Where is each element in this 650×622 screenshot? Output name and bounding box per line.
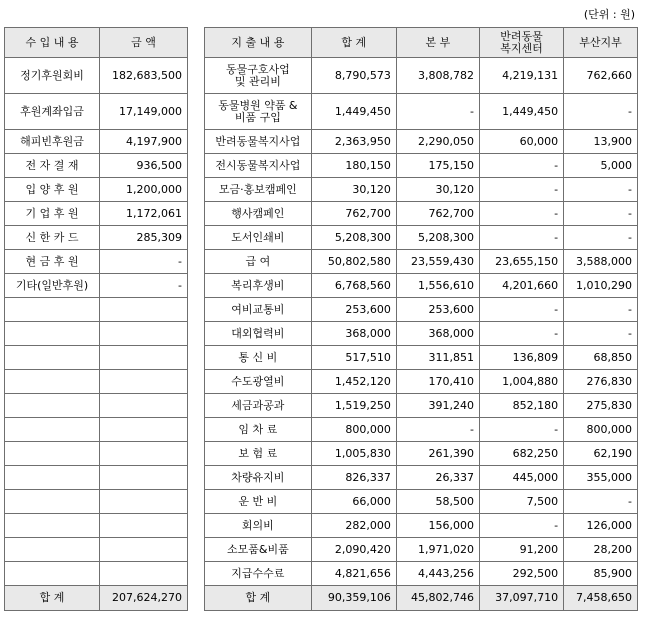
income-item-amount: 1,172,061: [100, 202, 188, 226]
expense-item-busan: -: [564, 322, 638, 346]
income-item-label: 신 한 카 드: [5, 226, 100, 250]
expense-item-hq: 253,600: [396, 298, 479, 322]
income-row: [5, 538, 188, 562]
expense-row: [205, 514, 638, 538]
expense-item-busan: 275,830: [564, 394, 638, 418]
expense-total-hq: 45,802,746: [396, 586, 479, 611]
expense-item-busan: -: [564, 226, 638, 250]
expense-item-center: 1,449,450: [479, 94, 563, 130]
income-empty-cell: [100, 490, 188, 514]
expense-item-center: -: [479, 418, 563, 442]
expense-item-center: -: [479, 154, 563, 178]
expense-item-hq: 4,443,256: [396, 562, 479, 586]
income-row: [5, 250, 188, 274]
income-header-row: [5, 28, 188, 58]
income-empty-cell: [5, 370, 100, 394]
expense-item-hq: 175,150: [396, 154, 479, 178]
expense-item-center: -: [479, 322, 563, 346]
expense-row: [205, 154, 638, 178]
income-table: [4, 27, 188, 611]
income-item-amount: 182,683,500: [100, 58, 188, 94]
expense-item-busan: 28,200: [564, 538, 638, 562]
expense-item-center: -: [479, 514, 563, 538]
income-row: [5, 58, 188, 94]
expense-total-row: [205, 586, 638, 611]
income-row: [5, 130, 188, 154]
income-row: [5, 154, 188, 178]
income-empty-cell: [100, 346, 188, 370]
expense-item-label: 반려동물복지사업: [205, 130, 312, 154]
expense-row: [205, 274, 638, 298]
expense-header-total: 합 계: [311, 28, 396, 58]
income-item-label: 현 금 후 원: [5, 250, 100, 274]
expense-item-hq: 58,500: [396, 490, 479, 514]
expense-row: [205, 322, 638, 346]
income-total-row: [5, 586, 188, 611]
expense-row: [205, 490, 638, 514]
expense-item-label: 동물병원 약품 & 비품 구입: [205, 94, 312, 130]
income-empty-cell: [5, 346, 100, 370]
income-item-label: 기 업 후 원: [5, 202, 100, 226]
income-empty-cell: [5, 298, 100, 322]
expense-item-center: 852,180: [479, 394, 563, 418]
income-empty-cell: [100, 394, 188, 418]
income-item-label: 해피빈후원금: [5, 130, 100, 154]
expense-item-total: 2,363,950: [311, 130, 396, 154]
expense-item-center: 4,219,131: [479, 58, 563, 94]
expense-item-label: 수도광열비: [205, 370, 312, 394]
expense-item-busan: 13,900: [564, 130, 638, 154]
expense-item-busan: 800,000: [564, 418, 638, 442]
expense-item-hq: 30,120: [396, 178, 479, 202]
income-item-amount: -: [100, 274, 188, 298]
expense-item-total: 253,600: [311, 298, 396, 322]
expense-item-hq: -: [396, 94, 479, 130]
expense-item-center: 445,000: [479, 466, 563, 490]
income-row: [5, 442, 188, 466]
expense-item-hq: 1,556,610: [396, 274, 479, 298]
expense-item-busan: -: [564, 202, 638, 226]
expense-item-center: 91,200: [479, 538, 563, 562]
expense-header-hq: 본 부: [396, 28, 479, 58]
expense-item-hq: 261,390: [396, 442, 479, 466]
expense-item-label: 도서인쇄비: [205, 226, 312, 250]
expense-item-total: 2,090,420: [311, 538, 396, 562]
income-item-amount: 936,500: [100, 154, 188, 178]
income-row: [5, 202, 188, 226]
income-row: [5, 394, 188, 418]
income-row: [5, 322, 188, 346]
expense-total-center: 37,097,710: [479, 586, 563, 611]
income-row: [5, 466, 188, 490]
income-item-label: 전 자 결 재: [5, 154, 100, 178]
expense-item-busan: 276,830: [564, 370, 638, 394]
expense-item-center: 682,250: [479, 442, 563, 466]
expense-item-label: 보 험 료: [205, 442, 312, 466]
expense-item-hq: 391,240: [396, 394, 479, 418]
income-total-label: 합 계: [5, 586, 100, 611]
expense-item-busan: -: [564, 298, 638, 322]
expense-item-busan: 762,660: [564, 58, 638, 94]
expense-total-sum: 90,359,106: [311, 586, 396, 611]
expense-item-busan: 1,010,290: [564, 274, 638, 298]
income-empty-cell: [100, 514, 188, 538]
expense-item-label: 모금·홍보캠페인: [205, 178, 312, 202]
expense-row: [205, 346, 638, 370]
income-empty-cell: [100, 418, 188, 442]
expense-item-hq: 156,000: [396, 514, 479, 538]
expense-row: [205, 538, 638, 562]
expense-item-label: 동물구호사업 및 관리비: [205, 58, 312, 94]
expense-row: [205, 562, 638, 586]
income-header-item: 수 입 내 용: [5, 28, 100, 58]
expense-item-busan: -: [564, 94, 638, 130]
expense-item-total: 30,120: [311, 178, 396, 202]
income-empty-cell: [100, 538, 188, 562]
expense-item-hq: 368,000: [396, 322, 479, 346]
income-row: [5, 514, 188, 538]
expense-item-busan: 68,850: [564, 346, 638, 370]
income-empty-cell: [5, 418, 100, 442]
expense-item-label: 통 신 비: [205, 346, 312, 370]
income-row: [5, 346, 188, 370]
expense-item-busan: -: [564, 178, 638, 202]
expense-item-hq: 26,337: [396, 466, 479, 490]
expense-row: [205, 226, 638, 250]
expense-item-hq: 23,559,430: [396, 250, 479, 274]
income-row: [5, 226, 188, 250]
expense-item-center: -: [479, 202, 563, 226]
expense-item-label: 전시동물복지사업: [205, 154, 312, 178]
expense-item-total: 1,005,830: [311, 442, 396, 466]
expense-item-total: 66,000: [311, 490, 396, 514]
expense-item-label: 급 여: [205, 250, 312, 274]
expense-item-hq: 1,971,020: [396, 538, 479, 562]
expense-item-hq: 170,410: [396, 370, 479, 394]
expense-item-total: 8,790,573: [311, 58, 396, 94]
income-row: [5, 418, 188, 442]
expense-row: [205, 250, 638, 274]
expense-row: [205, 442, 638, 466]
income-empty-cell: [5, 394, 100, 418]
income-empty-cell: [5, 466, 100, 490]
expense-row: [205, 466, 638, 490]
expense-item-hq: 3,808,782: [396, 58, 479, 94]
expense-item-total: 50,802,580: [311, 250, 396, 274]
expense-item-center: -: [479, 298, 563, 322]
expense-item-hq: 311,851: [396, 346, 479, 370]
income-item-amount: 17,149,000: [100, 94, 188, 130]
expense-row: [205, 178, 638, 202]
expense-item-label: 운 반 비: [205, 490, 312, 514]
expense-item-hq: -: [396, 418, 479, 442]
income-item-label: 입 양 후 원: [5, 178, 100, 202]
expense-item-center: 23,655,150: [479, 250, 563, 274]
income-empty-cell: [5, 442, 100, 466]
expense-item-total: 762,700: [311, 202, 396, 226]
income-row: [5, 370, 188, 394]
expense-item-center: 136,809: [479, 346, 563, 370]
expense-item-busan: 3,588,000: [564, 250, 638, 274]
expense-item-label: 여비교통비: [205, 298, 312, 322]
expense-item-label: 세금과공과: [205, 394, 312, 418]
expense-row: [205, 58, 638, 94]
income-empty-cell: [100, 562, 188, 586]
expense-total-label: 합 계: [205, 586, 312, 611]
income-row: [5, 94, 188, 130]
expense-row: [205, 202, 638, 226]
expense-item-label: 행사캠페인: [205, 202, 312, 226]
expense-item-busan: -: [564, 490, 638, 514]
expense-row: [205, 418, 638, 442]
income-row: [5, 562, 188, 586]
income-empty-cell: [100, 298, 188, 322]
expense-item-center: -: [479, 226, 563, 250]
expense-item-total: 282,000: [311, 514, 396, 538]
income-empty-cell: [5, 322, 100, 346]
income-item-amount: -: [100, 250, 188, 274]
expense-row: [205, 298, 638, 322]
expense-item-total: 1,452,120: [311, 370, 396, 394]
income-header-amount: 금 액: [100, 28, 188, 58]
expense-item-label: 회의비: [205, 514, 312, 538]
income-empty-cell: [5, 514, 100, 538]
expense-item-label: 복리후생비: [205, 274, 312, 298]
income-empty-cell: [5, 562, 100, 586]
expense-row: [205, 394, 638, 418]
expense-item-center: 292,500: [479, 562, 563, 586]
expense-item-total: 1,519,250: [311, 394, 396, 418]
expense-item-busan: 62,190: [564, 442, 638, 466]
expense-total-busan: 7,458,650: [564, 586, 638, 611]
expense-item-total: 5,208,300: [311, 226, 396, 250]
income-empty-cell: [5, 538, 100, 562]
expense-row: [205, 370, 638, 394]
expense-item-busan: 355,000: [564, 466, 638, 490]
income-empty-cell: [100, 442, 188, 466]
income-empty-cell: [100, 370, 188, 394]
income-item-label: 정기후원회비: [5, 58, 100, 94]
income-row: [5, 274, 188, 298]
expense-item-total: 517,510: [311, 346, 396, 370]
income-empty-cell: [5, 490, 100, 514]
expense-item-center: 4,201,660: [479, 274, 563, 298]
expense-header-row: [205, 28, 638, 58]
income-total-amount: 207,624,270: [100, 586, 188, 611]
income-item-amount: 4,197,900: [100, 130, 188, 154]
income-empty-cell: [100, 466, 188, 490]
expense-item-hq: 5,208,300: [396, 226, 479, 250]
income-empty-cell: [100, 322, 188, 346]
income-row: [5, 298, 188, 322]
expense-item-total: 4,821,656: [311, 562, 396, 586]
income-item-label: 후원계좌입금: [5, 94, 100, 130]
expense-item-label: 지급수수료: [205, 562, 312, 586]
income-item-amount: 285,309: [100, 226, 188, 250]
expense-header-item: 지 출 내 용: [205, 28, 312, 58]
expense-item-total: 180,150: [311, 154, 396, 178]
expense-item-busan: 5,000: [564, 154, 638, 178]
expense-row: [205, 130, 638, 154]
expense-item-label: 소모품&비품: [205, 538, 312, 562]
expense-item-label: 차량유지비: [205, 466, 312, 490]
expense-item-center: 60,000: [479, 130, 563, 154]
unit-note: (단위 : 원): [583, 8, 635, 21]
expense-header-center: 반려동물 복지센터: [479, 28, 563, 58]
income-item-amount: 1,200,000: [100, 178, 188, 202]
expense-item-total: 800,000: [311, 418, 396, 442]
expense-table: [204, 27, 638, 611]
expense-item-hq: 762,700: [396, 202, 479, 226]
expense-item-total: 1,449,450: [311, 94, 396, 130]
expense-item-total: 368,000: [311, 322, 396, 346]
expense-item-busan: 85,900: [564, 562, 638, 586]
expense-item-busan: 126,000: [564, 514, 638, 538]
expense-header-busan: 부산지부: [564, 28, 638, 58]
expense-item-total: 826,337: [311, 466, 396, 490]
income-row: [5, 178, 188, 202]
expense-item-center: -: [479, 178, 563, 202]
expense-row: [205, 94, 638, 130]
expense-item-center: 1,004,880: [479, 370, 563, 394]
expense-item-hq: 2,290,050: [396, 130, 479, 154]
expense-item-label: 임 차 료: [205, 418, 312, 442]
expense-item-center: 7,500: [479, 490, 563, 514]
expense-item-label: 대외협력비: [205, 322, 312, 346]
income-row: [5, 490, 188, 514]
expense-item-total: 6,768,560: [311, 274, 396, 298]
income-item-label: 기타(일반후원): [5, 274, 100, 298]
